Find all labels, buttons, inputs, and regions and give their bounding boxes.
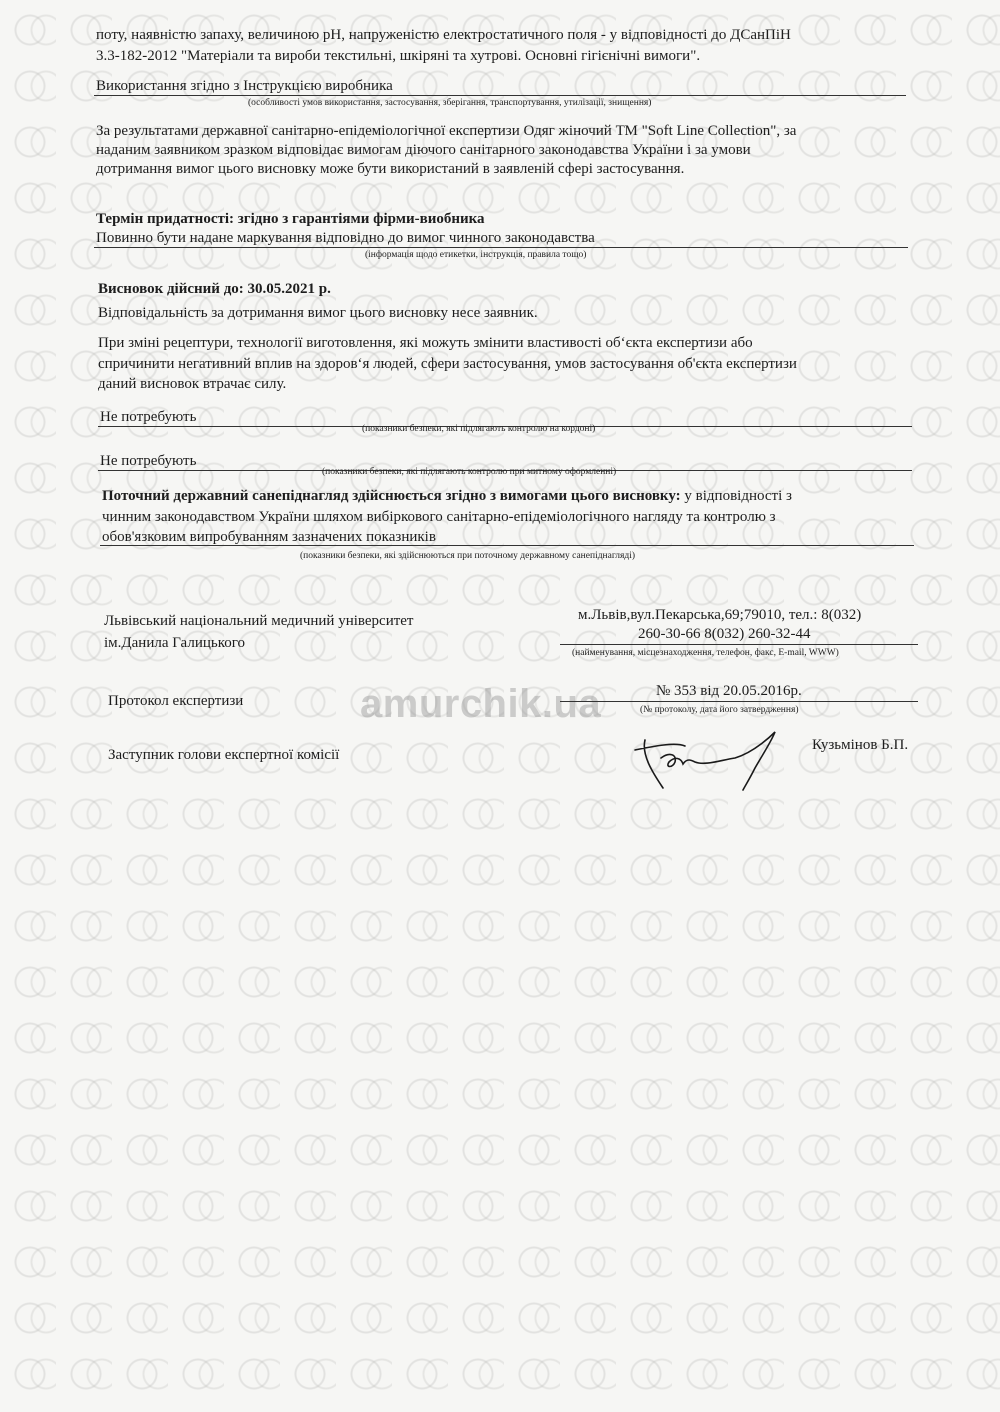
protocol-caption: (№ протоколу, дата його затвердження) bbox=[640, 705, 799, 715]
conclusion-line-2: наданим заявником зразком відповідає вимогам діючого санітарного законодавства України і за умови bbox=[96, 142, 751, 158]
change-line-1: При зміні рецептури, технології виготовлення, які можуть змінити властивості об‘єкта експертизи або bbox=[98, 335, 753, 351]
supervision-underline bbox=[100, 545, 914, 546]
marking-caption: (інформація щодо етикетки, інструкція, правила тощо) bbox=[365, 250, 587, 260]
marking-value: Повинно бути надане маркування відповідно до вимог чинного законодавства bbox=[96, 230, 595, 246]
usage-caption: (особливості умов використання, застосування, зберігання, транспортування, утилізації, знищення) bbox=[248, 98, 652, 108]
intro-line-2: 3.3-182-2012 "Матеріали та вироби текстильні, шкіряні та хутрові. Основні гігієнічні вимоги". bbox=[96, 48, 701, 64]
supervision-line-2: чинним законодавством України шляхом вибіркового санітарно-епідеміологічного нагляду та контролю з bbox=[102, 509, 776, 525]
validity-label: Висновок дійсний до: 30.05.2021 р. bbox=[98, 281, 331, 297]
change-line-3: даний висновок втрачає силу. bbox=[98, 376, 287, 392]
responsibility-text: Відповідальність за дотримання вимог цього висновку несе заявник. bbox=[98, 305, 538, 321]
customs-control-caption: (показники безпеки, які підлягають контролю при митному оформленні) bbox=[322, 467, 617, 477]
supervision-line-3: обов'язковим випробуванням зазначених показників bbox=[102, 529, 436, 545]
customs-control-value: Не потребують bbox=[100, 453, 197, 469]
signatory-title: Заступник голови експертної комісії bbox=[108, 747, 340, 763]
handwritten-signature bbox=[625, 728, 785, 798]
organization-name-2: ім.Данила Галицького bbox=[104, 635, 246, 651]
conclusion-line-1: За результатами державної санітарно-епідеміологічної експертизи Одяг жіночий ТМ "Soft Line Collection", за bbox=[96, 123, 797, 139]
signatory-name: Кузьмінов Б.П. bbox=[812, 737, 909, 753]
usage-underline bbox=[94, 95, 906, 96]
organization-address-1: м.Львів,вул.Пекарська,69;79010, тел.: 8(032) bbox=[578, 607, 862, 623]
watermark: amurchik.ua bbox=[360, 682, 602, 726]
intro-line-1: поту, наявністю запаху, величиною рН, напруженістю електростатичного поля - у відповідності до ДСанПіН bbox=[96, 27, 791, 43]
supervision-caption: (показники безпеки, які здійснюються при поточному державному санепіднагляді) bbox=[300, 551, 636, 561]
supervision-line-1 bbox=[102, 487, 792, 506]
shelf-life-label: Термін придатності: згідно з гарантіями фірми-виобника bbox=[96, 211, 485, 227]
marking-underline bbox=[94, 247, 908, 248]
organization-underline bbox=[560, 644, 918, 645]
change-line-2: спричинити негативний вплив на здоров‘я людей, сфери застосування, умов застосування об'єкта експертизи bbox=[98, 356, 797, 372]
supervision-label: Поточний державний санепіднагляд здійснюється згідно з вимогами цього висновку: bbox=[102, 488, 681, 504]
protocol-label: Протокол експертизи bbox=[108, 693, 244, 709]
supervision-line-1-rest: у відповідності з bbox=[680, 488, 792, 504]
protocol-underline bbox=[560, 701, 918, 702]
protocol-value: № 353 від 20.05.2016р. bbox=[656, 683, 802, 699]
border-control-caption: (показники безпеки, які підлягають контролю на кордоні) bbox=[362, 424, 596, 434]
organization-caption: (найменування, місцезнаходження, телефон, факс, E-mail, WWW) bbox=[572, 648, 839, 658]
conclusion-line-3: дотримання вимог цього висновку може бути використаний в заявленій сфері застосування. bbox=[96, 161, 685, 177]
border-control-value: Не потребують bbox=[100, 409, 197, 425]
usage-value: Використання згідно з Інструкцією виробника bbox=[96, 78, 393, 94]
organization-name-1: Львівський національний медичний університет bbox=[104, 613, 414, 629]
organization-address-2: 260-30-66 8(032) 260-32-44 bbox=[638, 626, 811, 642]
